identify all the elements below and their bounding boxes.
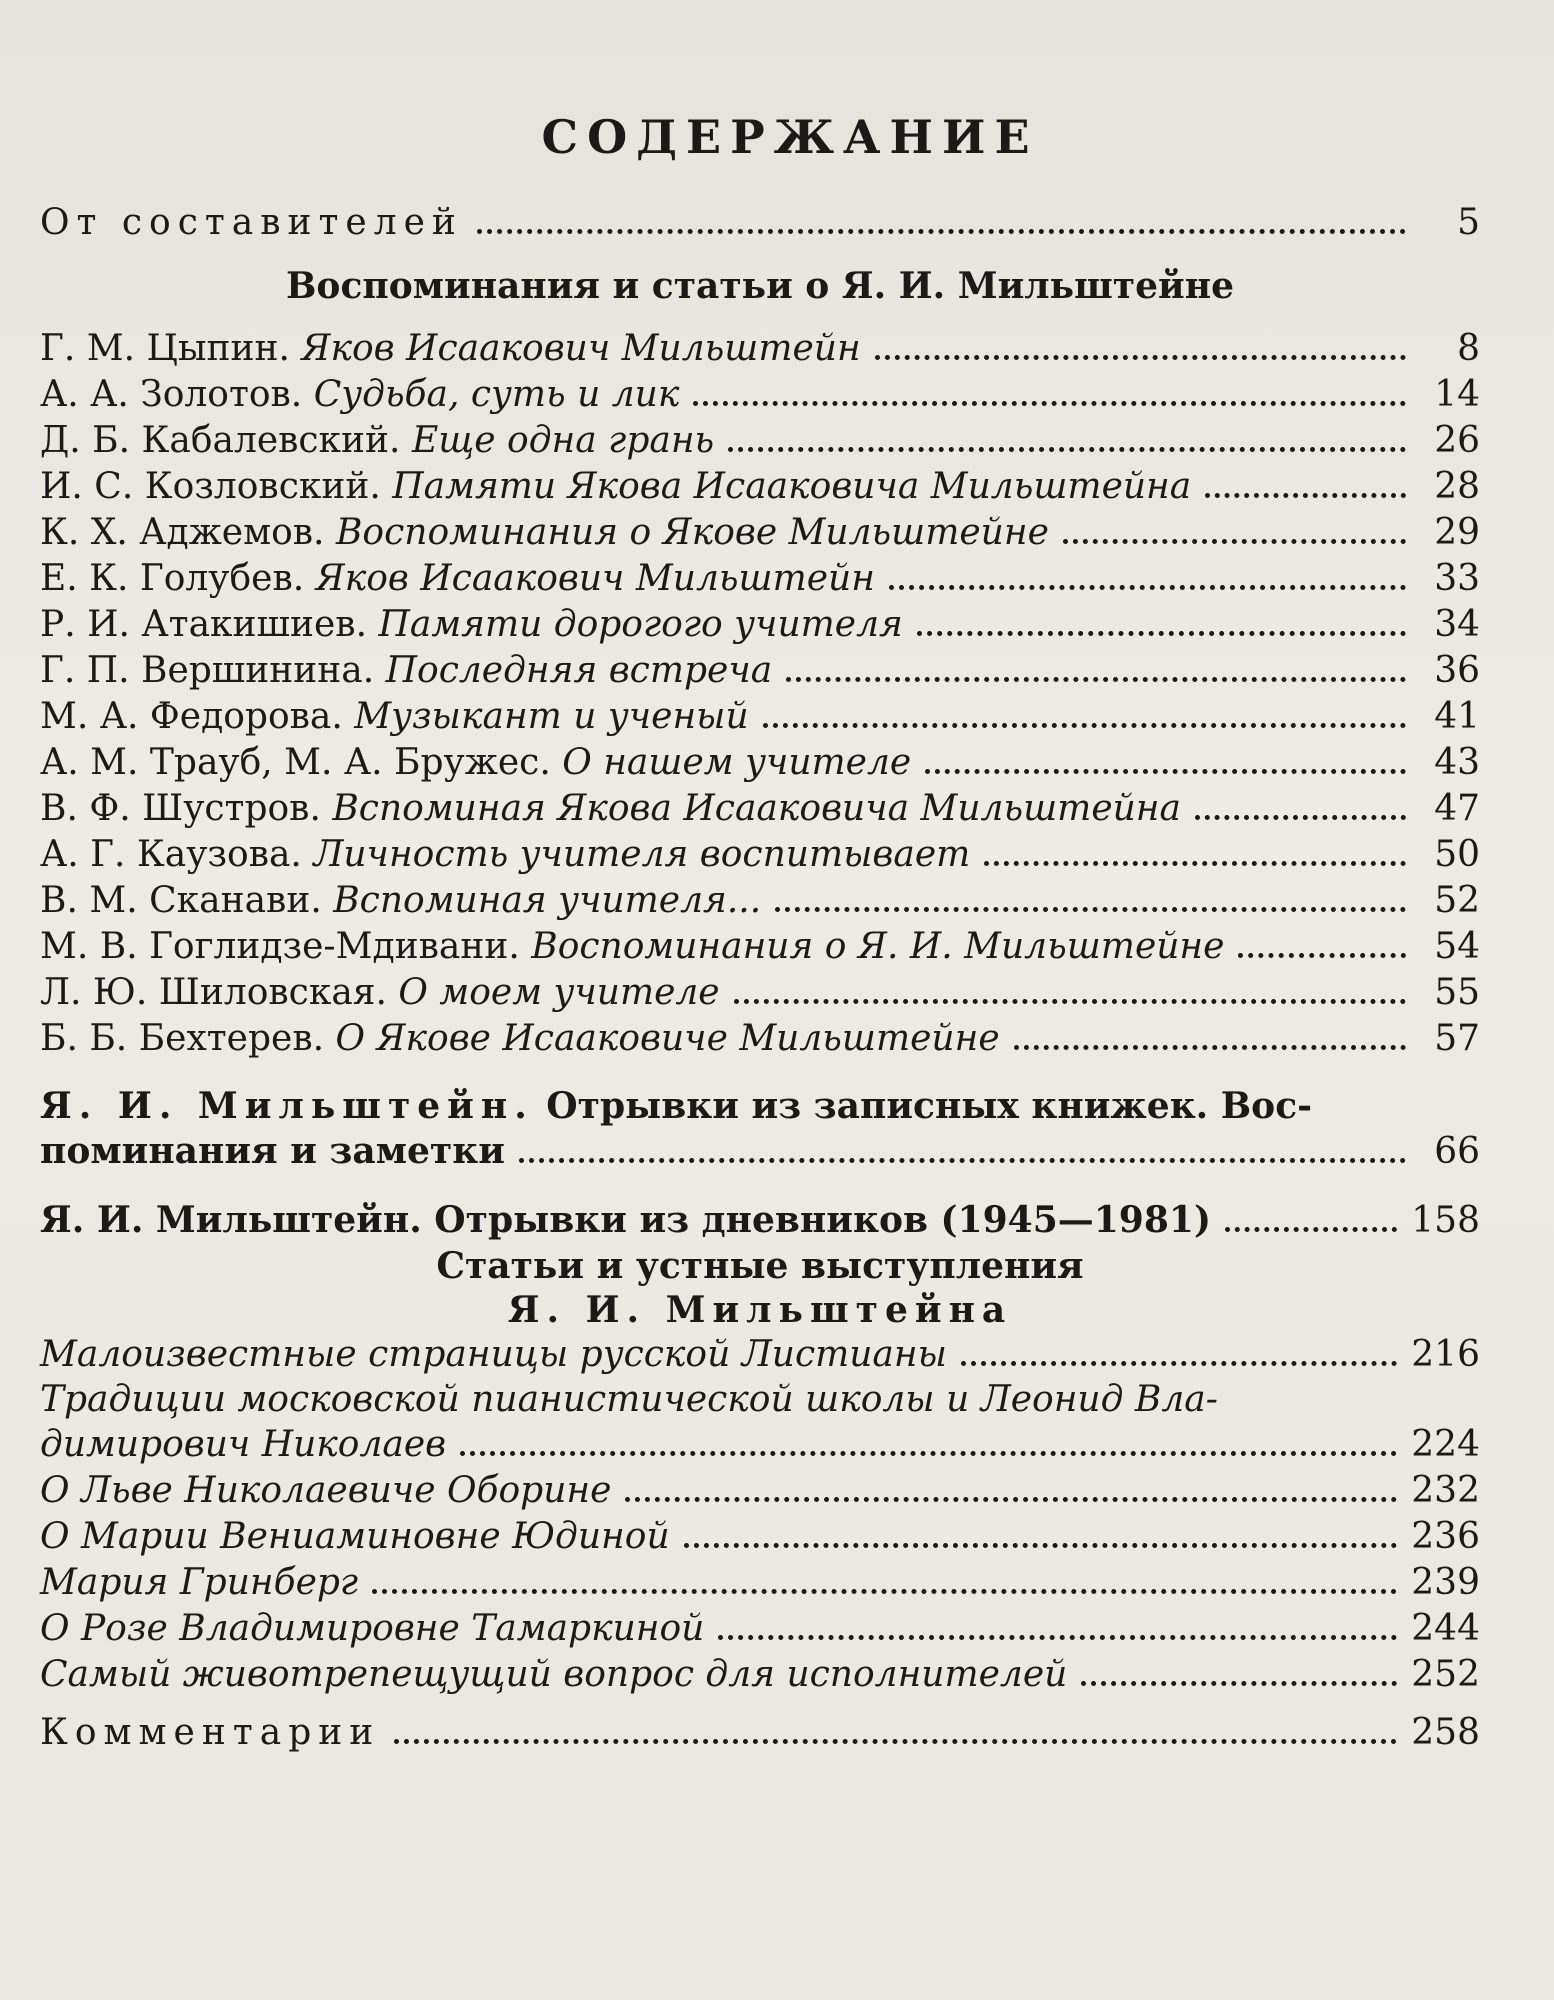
entry-author: М. В. Гоглидзе-Мдивани.	[40, 926, 520, 967]
dot-leader	[460, 1451, 1397, 1456]
page-number: 43	[1434, 742, 1480, 783]
entry-text	[40, 464, 1191, 510]
page-number: 244	[1411, 1608, 1480, 1649]
dot-leader	[917, 631, 1406, 636]
entry-title: Мария Гринберг	[40, 1562, 359, 1603]
entry-label: От составителей	[40, 202, 463, 243]
page-number: 5	[1457, 202, 1480, 243]
entry-author: Г. М. Цыпин.	[40, 328, 290, 369]
entry-author: Г. П. Вершинина.	[40, 650, 375, 691]
entry-title: Последняя встреча	[385, 650, 773, 691]
toc-entry-memoir	[40, 832, 1480, 878]
entry-text	[40, 924, 1224, 970]
page-number: 26	[1434, 420, 1480, 461]
entry-title: Музыкант и ученый	[354, 696, 749, 737]
entry-line-2	[40, 1422, 1480, 1468]
entry-title-part-2: димирович Николаев	[40, 1424, 447, 1465]
dot-leader	[1063, 539, 1406, 544]
entry-author: В. Ф. Шустров.	[40, 788, 321, 829]
spacer	[40, 1062, 1480, 1084]
toc-entry-intro	[40, 200, 1480, 246]
page-number: 50	[1434, 834, 1480, 875]
dot-leader	[1238, 953, 1406, 958]
dot-leader	[372, 1589, 1397, 1594]
entry-text	[40, 418, 714, 464]
entry-title: Вспоминая Якова Исааковича Мильштейна	[332, 788, 1181, 829]
entry-title: Яков Исаакович Мильштейн	[301, 328, 861, 369]
entry-text	[40, 786, 1181, 832]
toc-entry-article	[40, 1606, 1480, 1652]
toc-entry-article	[40, 1332, 1480, 1378]
entry-title: Памяти дорогого учителя	[378, 604, 903, 645]
page-number: 57	[1434, 1018, 1480, 1059]
entry-line-2	[40, 1128, 1480, 1175]
entry-label: Я. И. Мильштейн. Отрывки из дневников (1945—1981)	[40, 1199, 1211, 1241]
toc-entry-memoir	[40, 326, 1480, 372]
entry-author: Я. И. Мильштейн.	[40, 1085, 534, 1127]
entry-line-1	[40, 1084, 1480, 1128]
toc-entry-memoir	[40, 740, 1480, 786]
dot-leader	[728, 447, 1406, 452]
toc-entry-memoir	[40, 372, 1480, 418]
entry-text	[40, 740, 911, 786]
entry-text	[40, 556, 875, 602]
entry-text	[40, 832, 970, 878]
articles-list	[40, 1332, 1480, 1698]
dot-leader	[961, 1361, 1397, 1366]
entry-text	[40, 1016, 1000, 1062]
dot-leader	[786, 677, 1406, 682]
entry-author: А. М. Трауб, М. А. Бружес.	[40, 742, 551, 783]
page-number: 14	[1434, 374, 1480, 415]
page-number: 47	[1434, 788, 1480, 829]
dot-leader	[925, 769, 1406, 774]
page-number: 28	[1434, 466, 1480, 507]
toc-entry-diaries	[40, 1197, 1480, 1244]
dot-leader	[718, 1635, 1397, 1640]
entry-title: Судьба, суть и лик	[313, 374, 680, 415]
entry-title: О моем учителе	[398, 972, 720, 1013]
entry-author: М. А. Федорова.	[40, 696, 343, 737]
toc-entry-memoir	[40, 648, 1480, 694]
dot-leader	[394, 1739, 1397, 1744]
page-number: 224	[1411, 1424, 1480, 1465]
entry-title: Личность учителя воспитывает	[313, 834, 971, 875]
entry-title: О Якове Исааковиче Мильштейне	[335, 1018, 1000, 1059]
dot-leader	[519, 1158, 1406, 1163]
entry-author: Д. Б. Кабалевский.	[40, 420, 401, 461]
spacer	[40, 1175, 1480, 1197]
memoirs-list	[40, 326, 1480, 1062]
toc-entry-memoir	[40, 510, 1480, 556]
toc-entry-memoir	[40, 924, 1480, 970]
toc-entry-memoir	[40, 464, 1480, 510]
page-number: 54	[1434, 926, 1480, 967]
section-heading-articles-author: Я. И. Мильштейна	[507, 1289, 1013, 1331]
toc-entry-article	[40, 1378, 1480, 1468]
entry-author: И. С. Козловский.	[40, 466, 381, 507]
toc-entry-memoir	[40, 786, 1480, 832]
dot-leader	[1195, 815, 1406, 820]
section-heading-articles: Статьи и устные выступления	[436, 1245, 1084, 1287]
page-number: 216	[1411, 1334, 1480, 1375]
entry-title: Еще одна грань	[411, 420, 715, 461]
entry-title: Памяти Якова Исааковича Мильштейна	[392, 466, 1192, 507]
dot-leader	[875, 355, 1406, 360]
dot-leader	[763, 723, 1406, 728]
page-number: 41	[1434, 696, 1480, 737]
toc-entry-article	[40, 1652, 1480, 1698]
page-number: 55	[1434, 972, 1480, 1013]
entry-title-part-1: Отрывки из записных книжек. Вос-	[546, 1085, 1313, 1127]
entry-title: Малоизвестные страницы русской Листианы	[40, 1334, 947, 1375]
dot-leader	[693, 401, 1406, 406]
entry-author: К. Х. Аджемов.	[40, 512, 325, 553]
entry-title: О Розе Владимировне Тамаркиной	[40, 1608, 705, 1649]
entry-title: Самый животрепещущий вопрос для исполнителей	[40, 1654, 1068, 1695]
page-number: 8	[1457, 328, 1480, 369]
page-number: 29	[1434, 512, 1480, 553]
entry-text	[40, 602, 903, 648]
dot-leader	[984, 861, 1406, 866]
dot-leader	[1081, 1681, 1397, 1686]
toc-entry-memoir	[40, 1016, 1480, 1062]
entry-title: Воспоминания о Я. И. Мильштейне	[531, 926, 1225, 967]
page-number: 232	[1411, 1470, 1480, 1511]
toc-entry-memoir	[40, 970, 1480, 1016]
dot-leader	[477, 229, 1406, 234]
dot-leader	[625, 1497, 1397, 1502]
toc-entry-memoir	[40, 418, 1480, 464]
section-heading-memoirs: Воспоминания и статьи о Я. И. Мильштейне	[286, 265, 1234, 307]
entry-author: А. А. Золотов.	[40, 374, 303, 415]
entry-title-part-1: Традиции московской пианистической школы и Леонид Вла-	[40, 1379, 1218, 1420]
entry-text	[40, 648, 772, 694]
page-number: 33	[1434, 558, 1480, 599]
entry-title: Воспоминания о Якове Мильштейне	[335, 512, 1049, 553]
toc-entry-memoir	[40, 556, 1480, 602]
entry-title-part-2: поминания и заметки	[40, 1130, 505, 1172]
table-of-contents	[40, 110, 1480, 1756]
page-number: 258	[1411, 1712, 1480, 1753]
dot-leader	[775, 907, 1406, 912]
entry-text	[40, 326, 861, 372]
entry-title: О Льве Николаевиче Оборине	[40, 1470, 612, 1511]
toc-entry-memoir	[40, 694, 1480, 740]
toc-entry-comments	[40, 1710, 1480, 1756]
toc-entry-article	[40, 1560, 1480, 1606]
page-number: 158	[1411, 1200, 1480, 1241]
entry-text	[40, 372, 679, 418]
dot-leader	[1225, 1227, 1397, 1232]
entry-text	[40, 970, 720, 1016]
toc-entry-article	[40, 1514, 1480, 1560]
dot-leader	[889, 585, 1406, 590]
entry-text	[40, 878, 761, 924]
page-number: 52	[1434, 880, 1480, 921]
entry-title: Вспоминая учителя...	[333, 880, 762, 921]
page-number: 252	[1411, 1654, 1480, 1695]
dot-leader	[1014, 1045, 1406, 1050]
page-number: 236	[1411, 1516, 1480, 1557]
toc-entry-notebooks	[40, 1084, 1480, 1175]
entry-author: Е. К. Голубев.	[40, 558, 305, 599]
dot-leader	[684, 1543, 1398, 1548]
entry-author: А. Г. Каузова.	[40, 834, 302, 875]
dot-leader	[1205, 493, 1406, 498]
page-number: 36	[1434, 650, 1480, 691]
toc-entry-memoir	[40, 878, 1480, 924]
page-number: 34	[1434, 604, 1480, 645]
entry-title: О нашем учителе	[562, 742, 912, 783]
page-number: 239	[1411, 1562, 1480, 1603]
toc-entry-memoir	[40, 602, 1480, 648]
entry-title: О Марии Вениаминовне Юдиной	[40, 1516, 670, 1557]
entry-text	[40, 510, 1049, 556]
page-number: 66	[1434, 1131, 1480, 1172]
entry-author: Б. Б. Бехтерев.	[40, 1018, 325, 1059]
page-title: СОДЕРЖАНИЕ	[541, 110, 1039, 164]
toc-entry-article	[40, 1468, 1480, 1514]
entry-label: Комментарии	[40, 1712, 381, 1753]
entry-text	[40, 694, 749, 740]
dot-leader	[734, 999, 1406, 1004]
entry-title: Яков Исаакович Мильштейн	[315, 558, 875, 599]
entry-author: В. М. Сканави.	[40, 880, 322, 921]
entry-author: Р. И. Атакишиев.	[40, 604, 368, 645]
entry-author: Л. Ю. Шиловская.	[40, 972, 387, 1013]
